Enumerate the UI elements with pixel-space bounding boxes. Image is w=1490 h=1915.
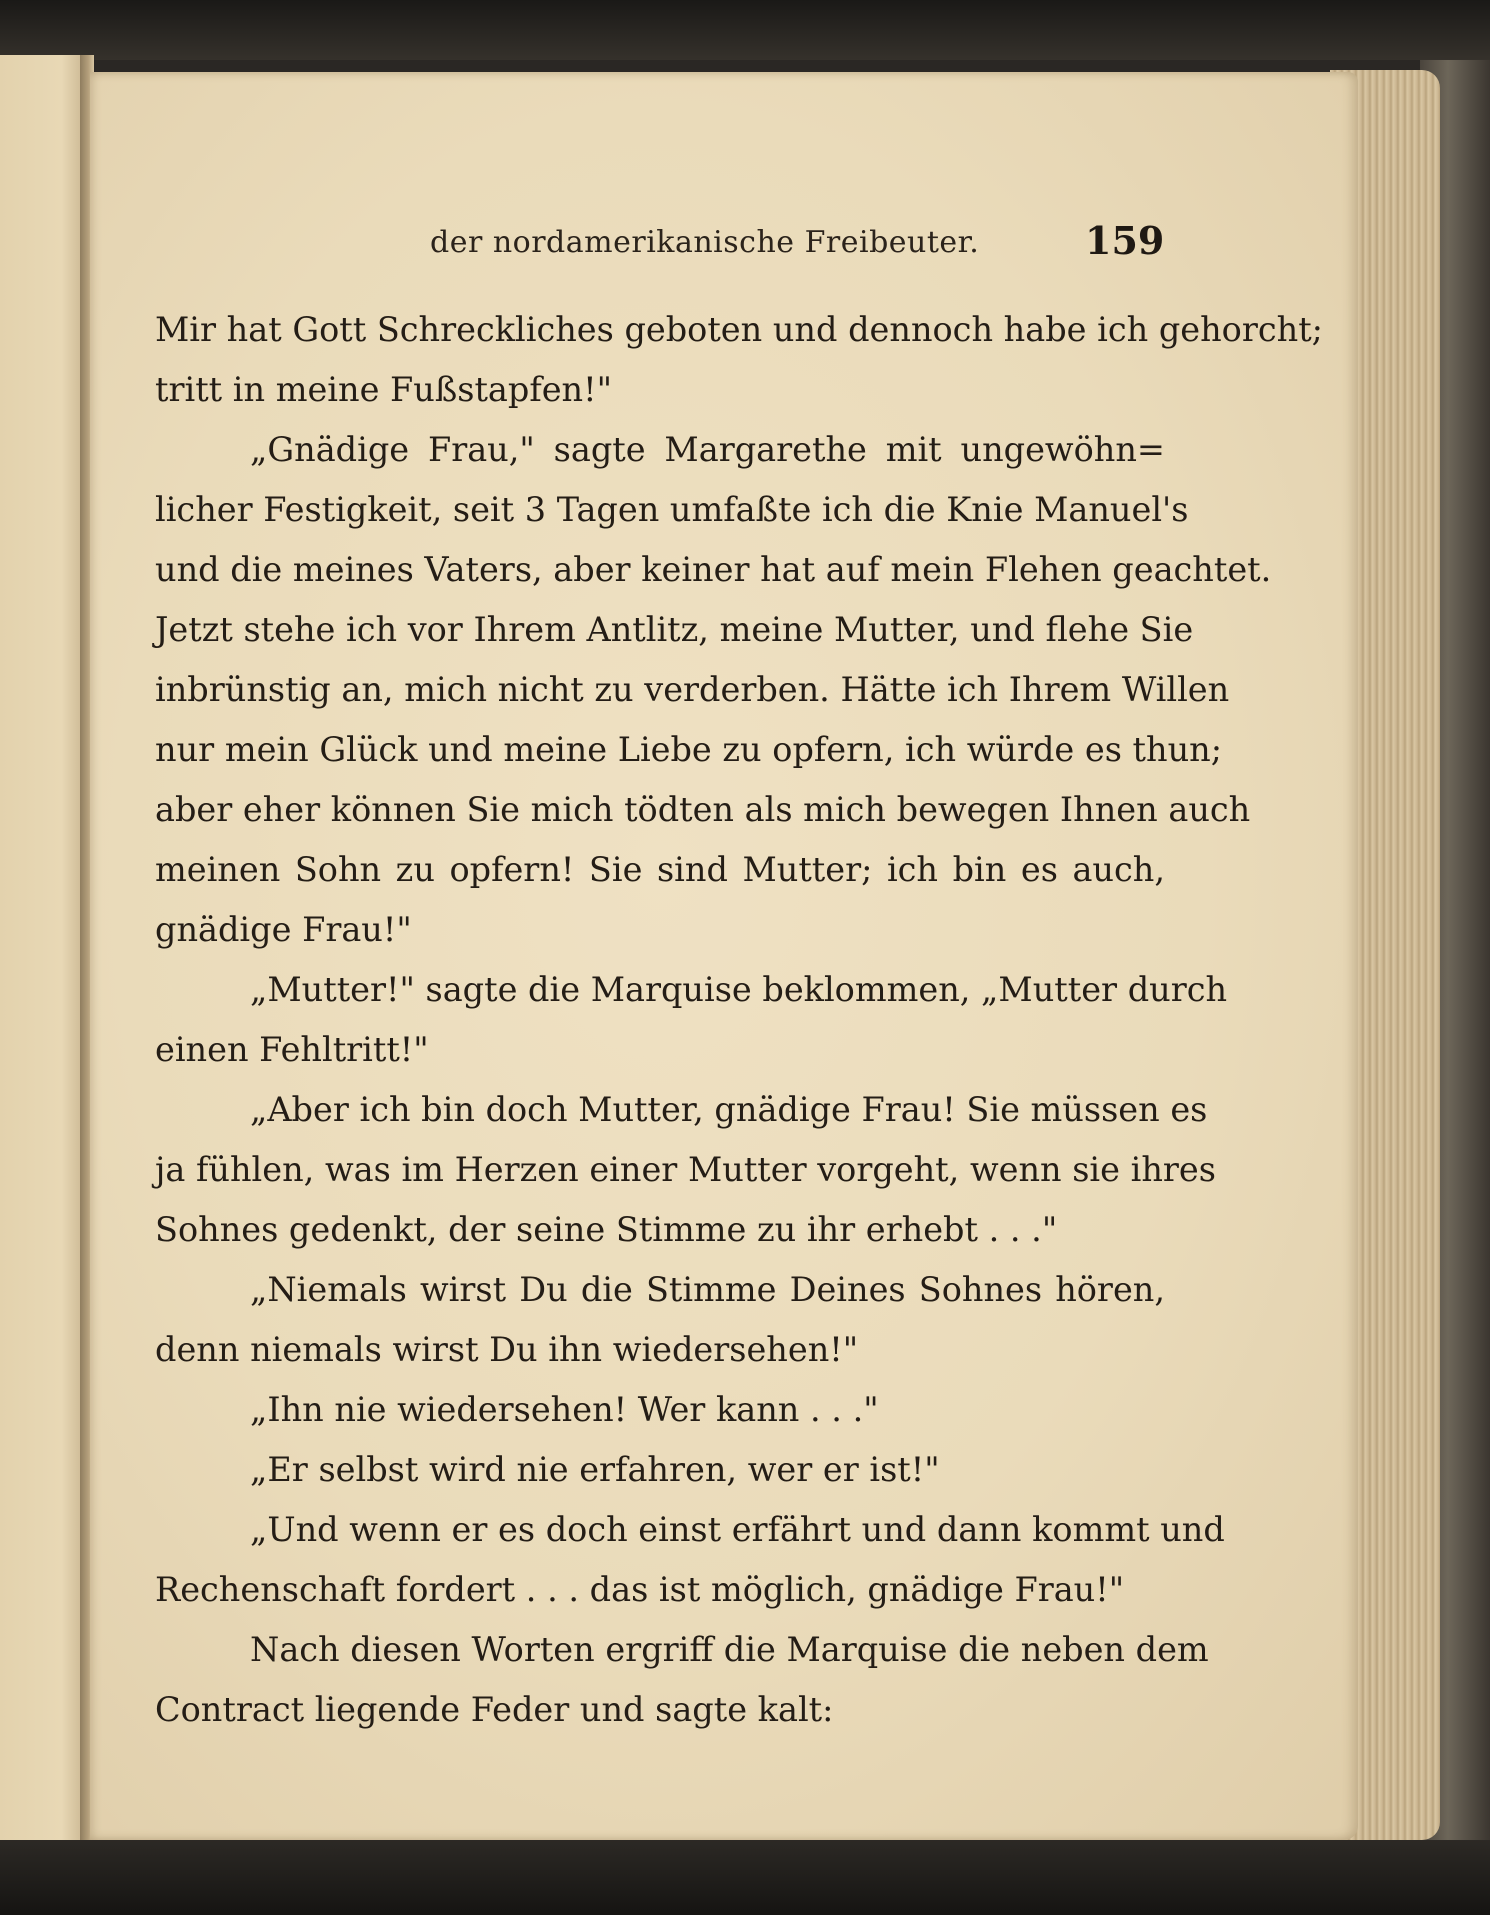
text-line: „Mutter!" sagte die Marquise beklommen, „Mutter durch	[250, 970, 1228, 1009]
book-cover-bottom-edge	[0, 1840, 1490, 1915]
text-line: einen Fehltritt!"	[155, 1030, 429, 1069]
text-line: gnädige Frau!"	[155, 910, 412, 949]
text-line: aber eher können Sie mich tödten als mich bewegen Ihnen auch	[155, 790, 1251, 829]
page-number: 159	[1085, 218, 1165, 263]
text-line: und die meines Vaters, aber keiner hat auf mein Flehen geachtet.	[155, 550, 1272, 589]
text-line: tritt in meine Fußstapfen!"	[155, 370, 612, 409]
text-line: „Ihn nie wiedersehen! Wer kann . . ."	[250, 1390, 879, 1429]
text-line: „Niemals wirst Du die Stimme Deines Sohnes hören,	[250, 1270, 1165, 1309]
text-line: inbrünstig an, mich nicht zu verderben. Hätte ich Ihrem Willen	[155, 670, 1230, 709]
text-line: Jetzt stehe ich vor Ihrem Antlitz, meine Mutter, und flehe Sie	[155, 610, 1194, 649]
text-line: Nach diesen Worten ergriff die Marquise die neben dem	[250, 1630, 1209, 1669]
page-body-text	[155, 300, 1323, 1740]
text-line: nur mein Glück und meine Liebe zu opfern, ich würde es thun;	[155, 730, 1223, 769]
text-line: denn niemals wirst Du ihn wiedersehen!"	[155, 1330, 859, 1369]
previous-page-sliver	[0, 55, 88, 1845]
text-line: Sohnes gedenkt, der seine Stimme zu ihr erhebt . . ."	[155, 1210, 1058, 1249]
text-line: ja fühlen, was im Herzen einer Mutter vorgeht, wenn sie ihres	[155, 1150, 1216, 1189]
text-line: „Und wenn er es doch einst erfährt und dann kommt und	[250, 1510, 1225, 1549]
text-line: Rechenschaft fordert . . . das ist möglich, gnädige Frau!"	[155, 1570, 1125, 1609]
text-line: „Gnädige Frau," sagte Margarethe mit ungewöhn=	[250, 430, 1165, 469]
text-line: „Er selbst wird nie erfahren, wer er ist!"	[250, 1450, 940, 1489]
text-line: Mir hat Gott Schreckliches geboten und dennoch habe ich gehorcht;	[155, 310, 1323, 349]
running-head: der nordamerikanische Freibeuter.	[430, 225, 980, 260]
book-cover-top-edge	[0, 0, 1490, 60]
text-line: meinen Sohn zu opfern! Sie sind Mutter; ich bin es auch,	[155, 850, 1165, 889]
text-line: „Aber ich bin doch Mutter, gnädige Frau! Sie müssen es	[250, 1090, 1208, 1129]
text-line: licher Festigkeit, seit 3 Tagen umfaßte ich die Knie Manuel's	[155, 490, 1189, 529]
text-line: Contract liegende Feder und sagte kalt:	[155, 1690, 834, 1729]
